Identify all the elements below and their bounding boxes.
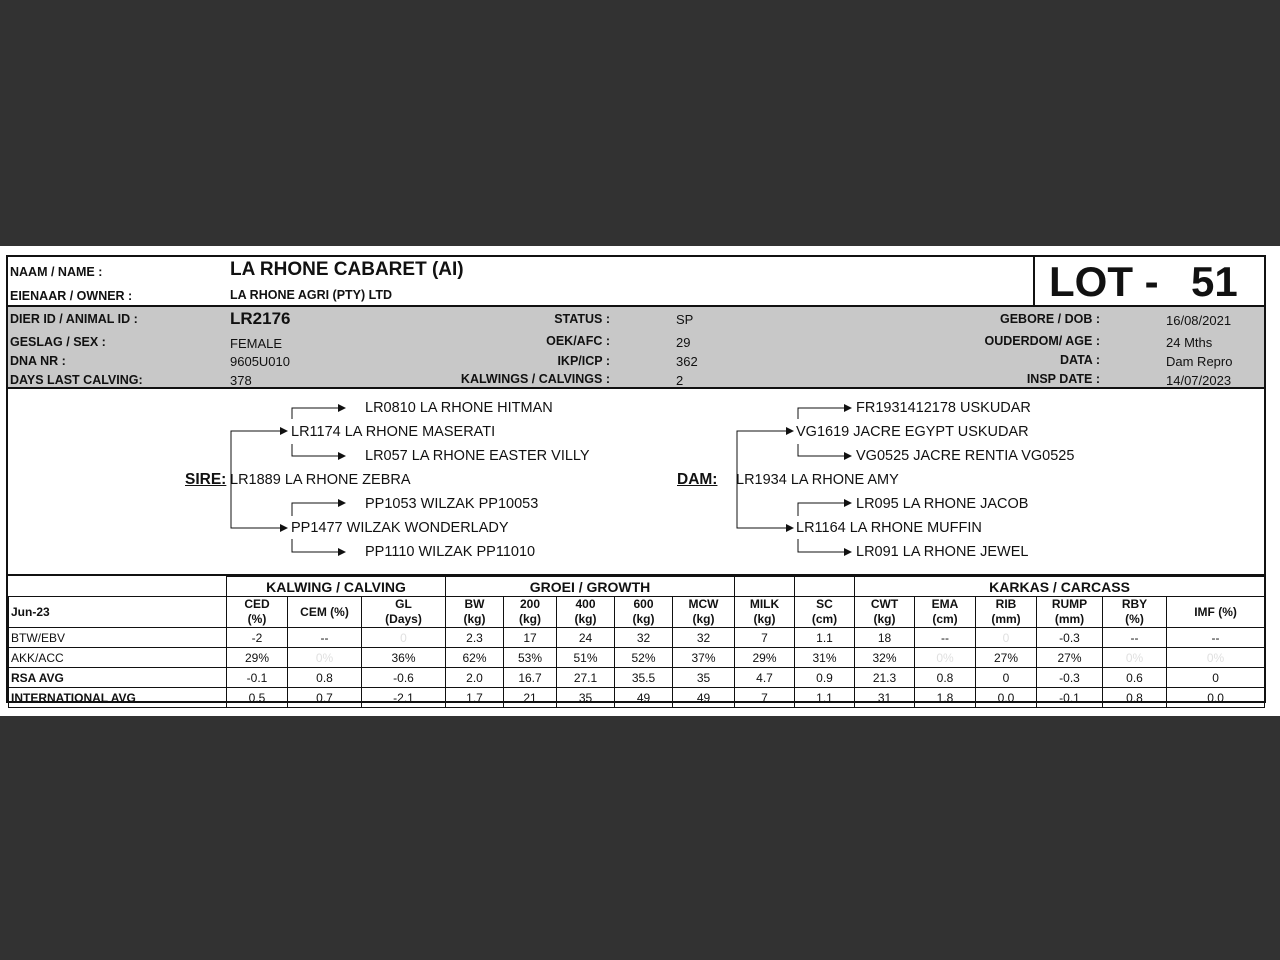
column-header-unit: (%)	[1125, 612, 1144, 626]
group-growth: GROEI / GROWTH	[446, 577, 735, 597]
lot-number: 51	[1191, 258, 1238, 305]
column-header-top: CEM (%)	[300, 604, 349, 619]
sire-dam-sire: PP1053 WILZAK PP10053	[365, 496, 539, 512]
table-cell: 49	[673, 688, 735, 708]
table-cell: 51%	[557, 648, 615, 668]
animal-id-label: DIER ID / ANIMAL ID :	[10, 312, 138, 326]
table-cell: 16.7	[504, 668, 557, 688]
table-cell: 1.1	[795, 688, 855, 708]
sex-label: GESLAG / SEX :	[10, 335, 106, 349]
column-header-unit: (mm)	[1054, 612, 1085, 626]
table-cell: 1.1	[795, 628, 855, 648]
column-header	[227, 597, 288, 628]
table-cell: 27.1	[557, 668, 615, 688]
card-header	[8, 257, 1264, 307]
table-cell: 0	[976, 668, 1037, 688]
column-header-top: 400	[575, 597, 596, 611]
table-row	[9, 628, 1265, 648]
column-header-unit: (kg)	[873, 612, 896, 626]
lot-box	[1033, 257, 1266, 305]
column-header-unit: (cm)	[811, 612, 838, 626]
dob-value: 16/08/2021	[1166, 313, 1232, 328]
table-cell: 21	[504, 688, 557, 708]
dam-sire-sire: FR1931412178 USKUDAR	[856, 400, 1031, 416]
dna-label: DNA NR :	[10, 354, 66, 368]
table-cell: 0	[1167, 668, 1265, 688]
column-header-top: CED	[244, 597, 270, 611]
days-last-calving-label: DAYS LAST CALVING:	[10, 373, 143, 387]
group-header-row	[9, 577, 1265, 597]
column-header-unit: (mm)	[991, 612, 1021, 626]
status-value: SP	[676, 312, 694, 327]
table-cell: --	[288, 628, 362, 648]
column-header	[446, 597, 504, 628]
ebv-table	[8, 576, 1265, 708]
icp-label: IKP/ICP :	[557, 354, 610, 368]
ebv-table-section	[8, 576, 1264, 703]
column-header-unit: (kg)	[753, 612, 776, 626]
lot-label: LOT -	[1049, 258, 1159, 305]
owner-label: EIENAAR / OWNER :	[10, 289, 133, 303]
dam-dam-dam: LR091 LA RHONE JEWEL	[856, 544, 1029, 560]
table-cell: 0.5	[227, 688, 288, 708]
row-label: BTW/EBV	[9, 628, 227, 648]
table-cell: 0.6	[1103, 668, 1167, 688]
owner-name: LA RHONE AGRI (PTY) LTD	[230, 288, 393, 302]
group-carcass: KARKAS / CARCASS	[855, 577, 1265, 597]
dam-dam-sire: LR095 LA RHONE JACOB	[856, 496, 1029, 512]
table-cell: -0.1	[1037, 688, 1103, 708]
table-cell: 53%	[504, 648, 557, 668]
animal-id-value: LR2176	[230, 309, 291, 328]
name-label: NAAM / NAME :	[10, 265, 103, 279]
table-cell: 1.8	[915, 688, 976, 708]
column-header	[976, 597, 1037, 628]
table-cell: 32	[673, 628, 735, 648]
table-cell: 0.7	[288, 688, 362, 708]
dam-name: LR1934 LA RHONE AMY	[736, 472, 899, 488]
table-cell: -2	[227, 628, 288, 648]
table-cell: -0.3	[1037, 668, 1103, 688]
column-header	[288, 597, 362, 628]
table-cell: 49	[615, 688, 673, 708]
table-cell: 1.7	[446, 688, 504, 708]
table-cell: 0%	[1103, 648, 1167, 668]
table-cell: 31%	[795, 648, 855, 668]
table-cell: 27%	[976, 648, 1037, 668]
dam-dam: LR1164 LA RHONE MUFFIN	[796, 520, 982, 536]
sex-value: FEMALE	[230, 336, 283, 351]
table-cell: 0	[976, 628, 1037, 648]
dam-sire-dam: VG0525 JACRE RENTIA VG0525	[856, 448, 1075, 464]
sire-sire: LR1174 LA RHONE MASERATI	[291, 424, 496, 440]
table-cell: --	[915, 628, 976, 648]
dob-label: GEBORE / DOB :	[999, 312, 1100, 326]
table-cell: 21.3	[855, 668, 915, 688]
column-header	[362, 597, 446, 628]
table-cell: 4.7	[735, 668, 795, 688]
table-cell: -0.3	[1037, 628, 1103, 648]
column-header-unit: (kg)	[692, 612, 715, 626]
table-cell: 29%	[735, 648, 795, 668]
column-header-unit: (Days)	[385, 612, 422, 626]
table-cell: 0	[362, 628, 446, 648]
column-header-top: RBY	[1121, 597, 1148, 611]
table-cell: 0%	[1167, 648, 1265, 668]
pedigree-section	[8, 389, 1264, 576]
column-header	[673, 597, 735, 628]
table-cell: 37%	[673, 648, 735, 668]
column-header	[1037, 597, 1103, 628]
group-blank	[795, 577, 855, 597]
table-cell: 2.3	[446, 628, 504, 648]
table-cell: 32	[615, 628, 673, 648]
column-header	[735, 597, 795, 628]
animal-card	[6, 255, 1266, 703]
afc-value: 29	[676, 335, 691, 350]
table-cell: 27%	[1037, 648, 1103, 668]
dna-value: 9605U010	[230, 354, 290, 369]
dam-label: DAM:	[677, 471, 718, 488]
calvings-label: KALWINGS / CALVINGS :	[460, 372, 610, 386]
table-cell: 0%	[288, 648, 362, 668]
column-header-unit: (kg)	[574, 612, 597, 626]
table-cell: --	[1103, 628, 1167, 648]
column-header	[1167, 597, 1265, 628]
table-row	[9, 648, 1265, 668]
column-header	[504, 597, 557, 628]
animal-info-band	[8, 307, 1264, 389]
column-header-unit: (kg)	[519, 612, 542, 626]
column-header-unit: (kg)	[632, 612, 655, 626]
table-cell: 17	[504, 628, 557, 648]
table-cell: 0.8	[288, 668, 362, 688]
sire-sire-sire: LR0810 LA RHONE HITMAN	[365, 400, 553, 416]
icp-value: 362	[676, 354, 698, 369]
table-cell: 29%	[227, 648, 288, 668]
table-body	[9, 628, 1265, 708]
column-header-top: SC	[816, 597, 833, 611]
sire-label: SIRE:	[185, 471, 227, 488]
dam-sire: VG1619 JACRE EGYPT USKUDAR	[796, 424, 1029, 440]
column-header-top: GL	[395, 597, 412, 611]
column-header-top: RIB	[995, 597, 1017, 611]
insp-date-value: 14/07/2023	[1166, 373, 1232, 388]
column-header-row	[9, 597, 1265, 628]
column-header	[1103, 597, 1167, 628]
table-cell: 0.9	[795, 668, 855, 688]
table-cell: --	[1167, 628, 1265, 648]
table-cell: -0.6	[362, 668, 446, 688]
row-label: AKK/ACC	[9, 648, 227, 668]
column-header	[557, 597, 615, 628]
sire-sire-dam: LR057 LA RHONE EASTER VILLY	[365, 448, 590, 464]
table-cell: -2.1	[362, 688, 446, 708]
table-row	[9, 688, 1265, 708]
table-cell: 7	[735, 628, 795, 648]
data-value: Dam Repro	[1166, 354, 1233, 369]
column-header-top: BW	[464, 597, 485, 611]
group-blank	[735, 577, 795, 597]
table-cell: 36%	[362, 648, 446, 668]
table-cell: 35.5	[615, 668, 673, 688]
column-header-top: RUMP	[1051, 597, 1088, 611]
column-header-top: CWT	[870, 597, 899, 611]
column-header-top: 200	[520, 597, 541, 611]
table-cell: 62%	[446, 648, 504, 668]
column-header-unit: (cm)	[932, 612, 958, 626]
status-label: STATUS :	[554, 312, 610, 326]
column-header-unit: (kg)	[463, 612, 486, 626]
table-cell: 35	[673, 668, 735, 688]
table-cell: 32%	[855, 648, 915, 668]
group-blank	[9, 577, 227, 597]
column-header-top: MCW	[688, 597, 719, 611]
table-cell: 7	[735, 688, 795, 708]
data-label: DATA :	[1059, 353, 1100, 367]
column-header	[795, 597, 855, 628]
age-label: OUDERDOM/ AGE :	[984, 334, 1100, 348]
column-header-unit: (%)	[247, 612, 267, 626]
age-value: 24 Mths	[1166, 335, 1213, 350]
afc-label: OEK/AFC :	[546, 334, 610, 348]
table-cell: 24	[557, 628, 615, 648]
sire-dam: PP1477 WILZAK WONDERLADY	[291, 520, 509, 536]
animal-name: LA RHONE CABARET (AI)	[230, 259, 464, 280]
sire-name: LR1889 LA RHONE ZEBRA	[230, 472, 411, 488]
column-header-top: MILK	[749, 597, 780, 611]
table-cell: 2.0	[446, 668, 504, 688]
table-row	[9, 668, 1265, 688]
table-cell: 0%	[915, 648, 976, 668]
column-header-top: EMA	[931, 597, 959, 611]
column-header	[855, 597, 915, 628]
table-cell: 18	[855, 628, 915, 648]
table-cell: 0.8	[1103, 688, 1167, 708]
calvings-value: 2	[676, 373, 684, 388]
table-cell: 0.8	[915, 668, 976, 688]
table-cell: 0.0	[976, 688, 1037, 708]
table-cell: 52%	[615, 648, 673, 668]
column-header	[915, 597, 976, 628]
table-cell: 35	[557, 688, 615, 708]
table-cell: -0.1	[227, 668, 288, 688]
sale-sheet	[0, 246, 1280, 716]
column-header-top: 600	[633, 597, 654, 611]
column-header	[615, 597, 673, 628]
table-corner: Jun-23	[9, 597, 227, 628]
row-label: INTERNATIONAL AVG	[9, 688, 227, 708]
row-label: RSA AVG	[9, 668, 227, 688]
table-cell: 0.0	[1167, 688, 1265, 708]
insp-date-label: INSP DATE :	[1026, 372, 1100, 386]
group-calving: KALWING / CALVING	[227, 577, 446, 597]
sire-dam-dam: PP1110 WILZAK PP11010	[365, 544, 536, 560]
table-cell: 31	[855, 688, 915, 708]
days-last-calving-value: 378	[230, 373, 252, 388]
column-header-top: IMF (%)	[1194, 604, 1237, 619]
